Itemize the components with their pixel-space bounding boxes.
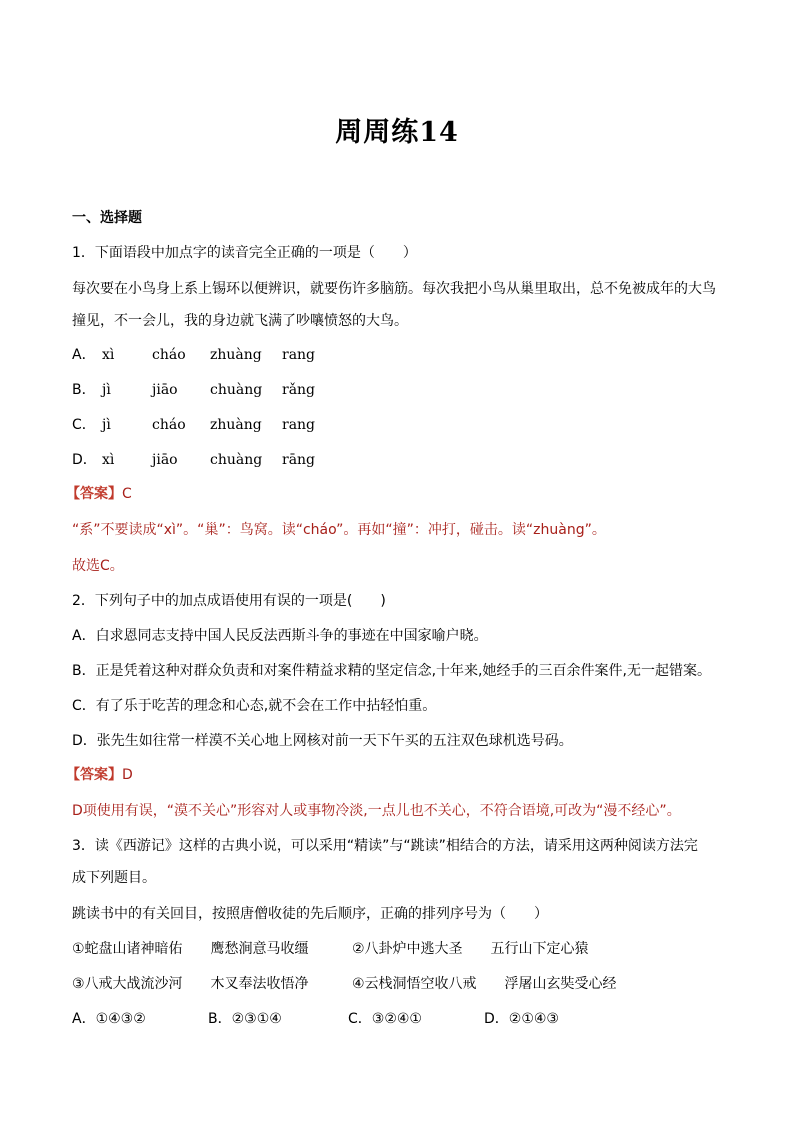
q1-explanation: “系”不要读成“xì”。“巢”：鸟窝。读“cháo”。再如“撞”：冲打，碰击。读“zhuàng”。 [72, 522, 606, 538]
q3-stem-line1: 3．读《西游记》这样的古典小说，可以采用“精读”与“跳读”相结合的方法，请采用这两种阅读方法完 [72, 838, 698, 854]
section-heading: 一、选择题 [72, 210, 142, 226]
q1-stem: 1．下面语段中加点字的读音完全正确的一项是（ ） [72, 245, 417, 261]
q1-option-c [72, 416, 315, 434]
q2-option-b: B．正是凭着这种对群众负责和对案件精益求精的坚定信念,十年来,她经手的三百余件案件,无一起错案。 [72, 663, 711, 679]
q1-conclusion: 故选C。 [72, 558, 124, 574]
q3-option-a: A．①④③② [72, 1011, 146, 1027]
option-label: D． [72, 452, 97, 468]
q3-option-c: C．③②④① [348, 1011, 422, 1027]
q1-answer [66, 485, 132, 503]
q2-option-d: D．张先生如往常一样漠不关心地上网核对前一天下午买的五注双色球机选号码。 [72, 733, 573, 749]
q1-option-b [72, 381, 315, 399]
pinyin-2: jiāo [152, 382, 178, 398]
pinyin-1: xì [102, 347, 115, 363]
q2-explanation: D项使用有误，“漠不关心”形容对人或事物冷淡,一点儿也不关心，不符合语境,可改为“漫不经心”。 [72, 803, 681, 819]
option-label: C． [72, 417, 96, 433]
answer-label: 【答案】 [66, 767, 122, 783]
answer-value: D [122, 767, 133, 783]
pinyin-4: rǎng [282, 382, 316, 398]
page-title: 周周练14 [335, 117, 459, 148]
q3-options [72, 1010, 559, 1028]
q3-item-4: ④云栈洞悟空收八戒 浮屠山玄奘受心经 [352, 976, 617, 992]
q1-option-a [72, 346, 315, 364]
pinyin-1: jì [102, 417, 111, 433]
pinyin-4: rang [282, 347, 316, 363]
pinyin-4: rang [282, 417, 316, 433]
pinyin-3: chuàng [210, 452, 263, 468]
pinyin-2: cháo [152, 417, 186, 433]
answer-label: 【答案】 [66, 486, 122, 502]
q1-option-d [72, 451, 315, 469]
q3-subquestion: 跳读书中的有关回目，按照唐僧收徒的先后顺序，正确的排列序号为（ ） [72, 906, 548, 922]
q3-option-b: B．②③①④ [208, 1011, 282, 1027]
q3-option-d: D．②①④③ [484, 1011, 559, 1027]
q2-answer [66, 766, 133, 784]
pinyin-4: rāng [282, 452, 316, 468]
pinyin-1: jì [102, 382, 111, 398]
answer-value: C [122, 486, 132, 502]
q2-option-c: C．有了乐于吃苦的理念和心态,就不会在工作中拈轻怕重。 [72, 698, 437, 714]
q2-option-a: A．白求恩同志支持中国人民反法西斯斗争的事迹在中国家喻户晓。 [72, 628, 488, 644]
pinyin-1: xì [102, 452, 115, 468]
q1-passage-line2: 撞见，不一会儿，我的身边就飞满了吵嚷愤怒的大鸟。 [72, 313, 408, 329]
pinyin-3: chuàng [210, 382, 263, 398]
q3-stem-line2: 成下列题目。 [72, 870, 156, 886]
option-label: B． [72, 382, 96, 398]
pinyin-3: zhuàng [210, 417, 262, 433]
q3-item-3: ③八戒大战流沙河 木叉奉法收悟净 [72, 976, 309, 992]
q1-passage-line1: 每次要在小鸟身上系上锡环以便辨识，就要伤许多脑筋。每次我把小鸟从巢里取出，总不免被成年的大鸟 [72, 281, 716, 297]
option-label: A． [72, 347, 96, 363]
q3-item-1: ①蛇盘山诸神暗佑 鹰愁涧意马收缰 [72, 941, 309, 957]
pinyin-2: cháo [152, 347, 186, 363]
pinyin-2: jiāo [152, 452, 178, 468]
pinyin-3: zhuàng [210, 347, 262, 363]
q3-item-2: ②八卦炉中逃大圣 五行山下定心猿 [352, 941, 589, 957]
q2-stem: 2．下列句子中的加点成语使用有误的一项是( ) [72, 593, 386, 609]
